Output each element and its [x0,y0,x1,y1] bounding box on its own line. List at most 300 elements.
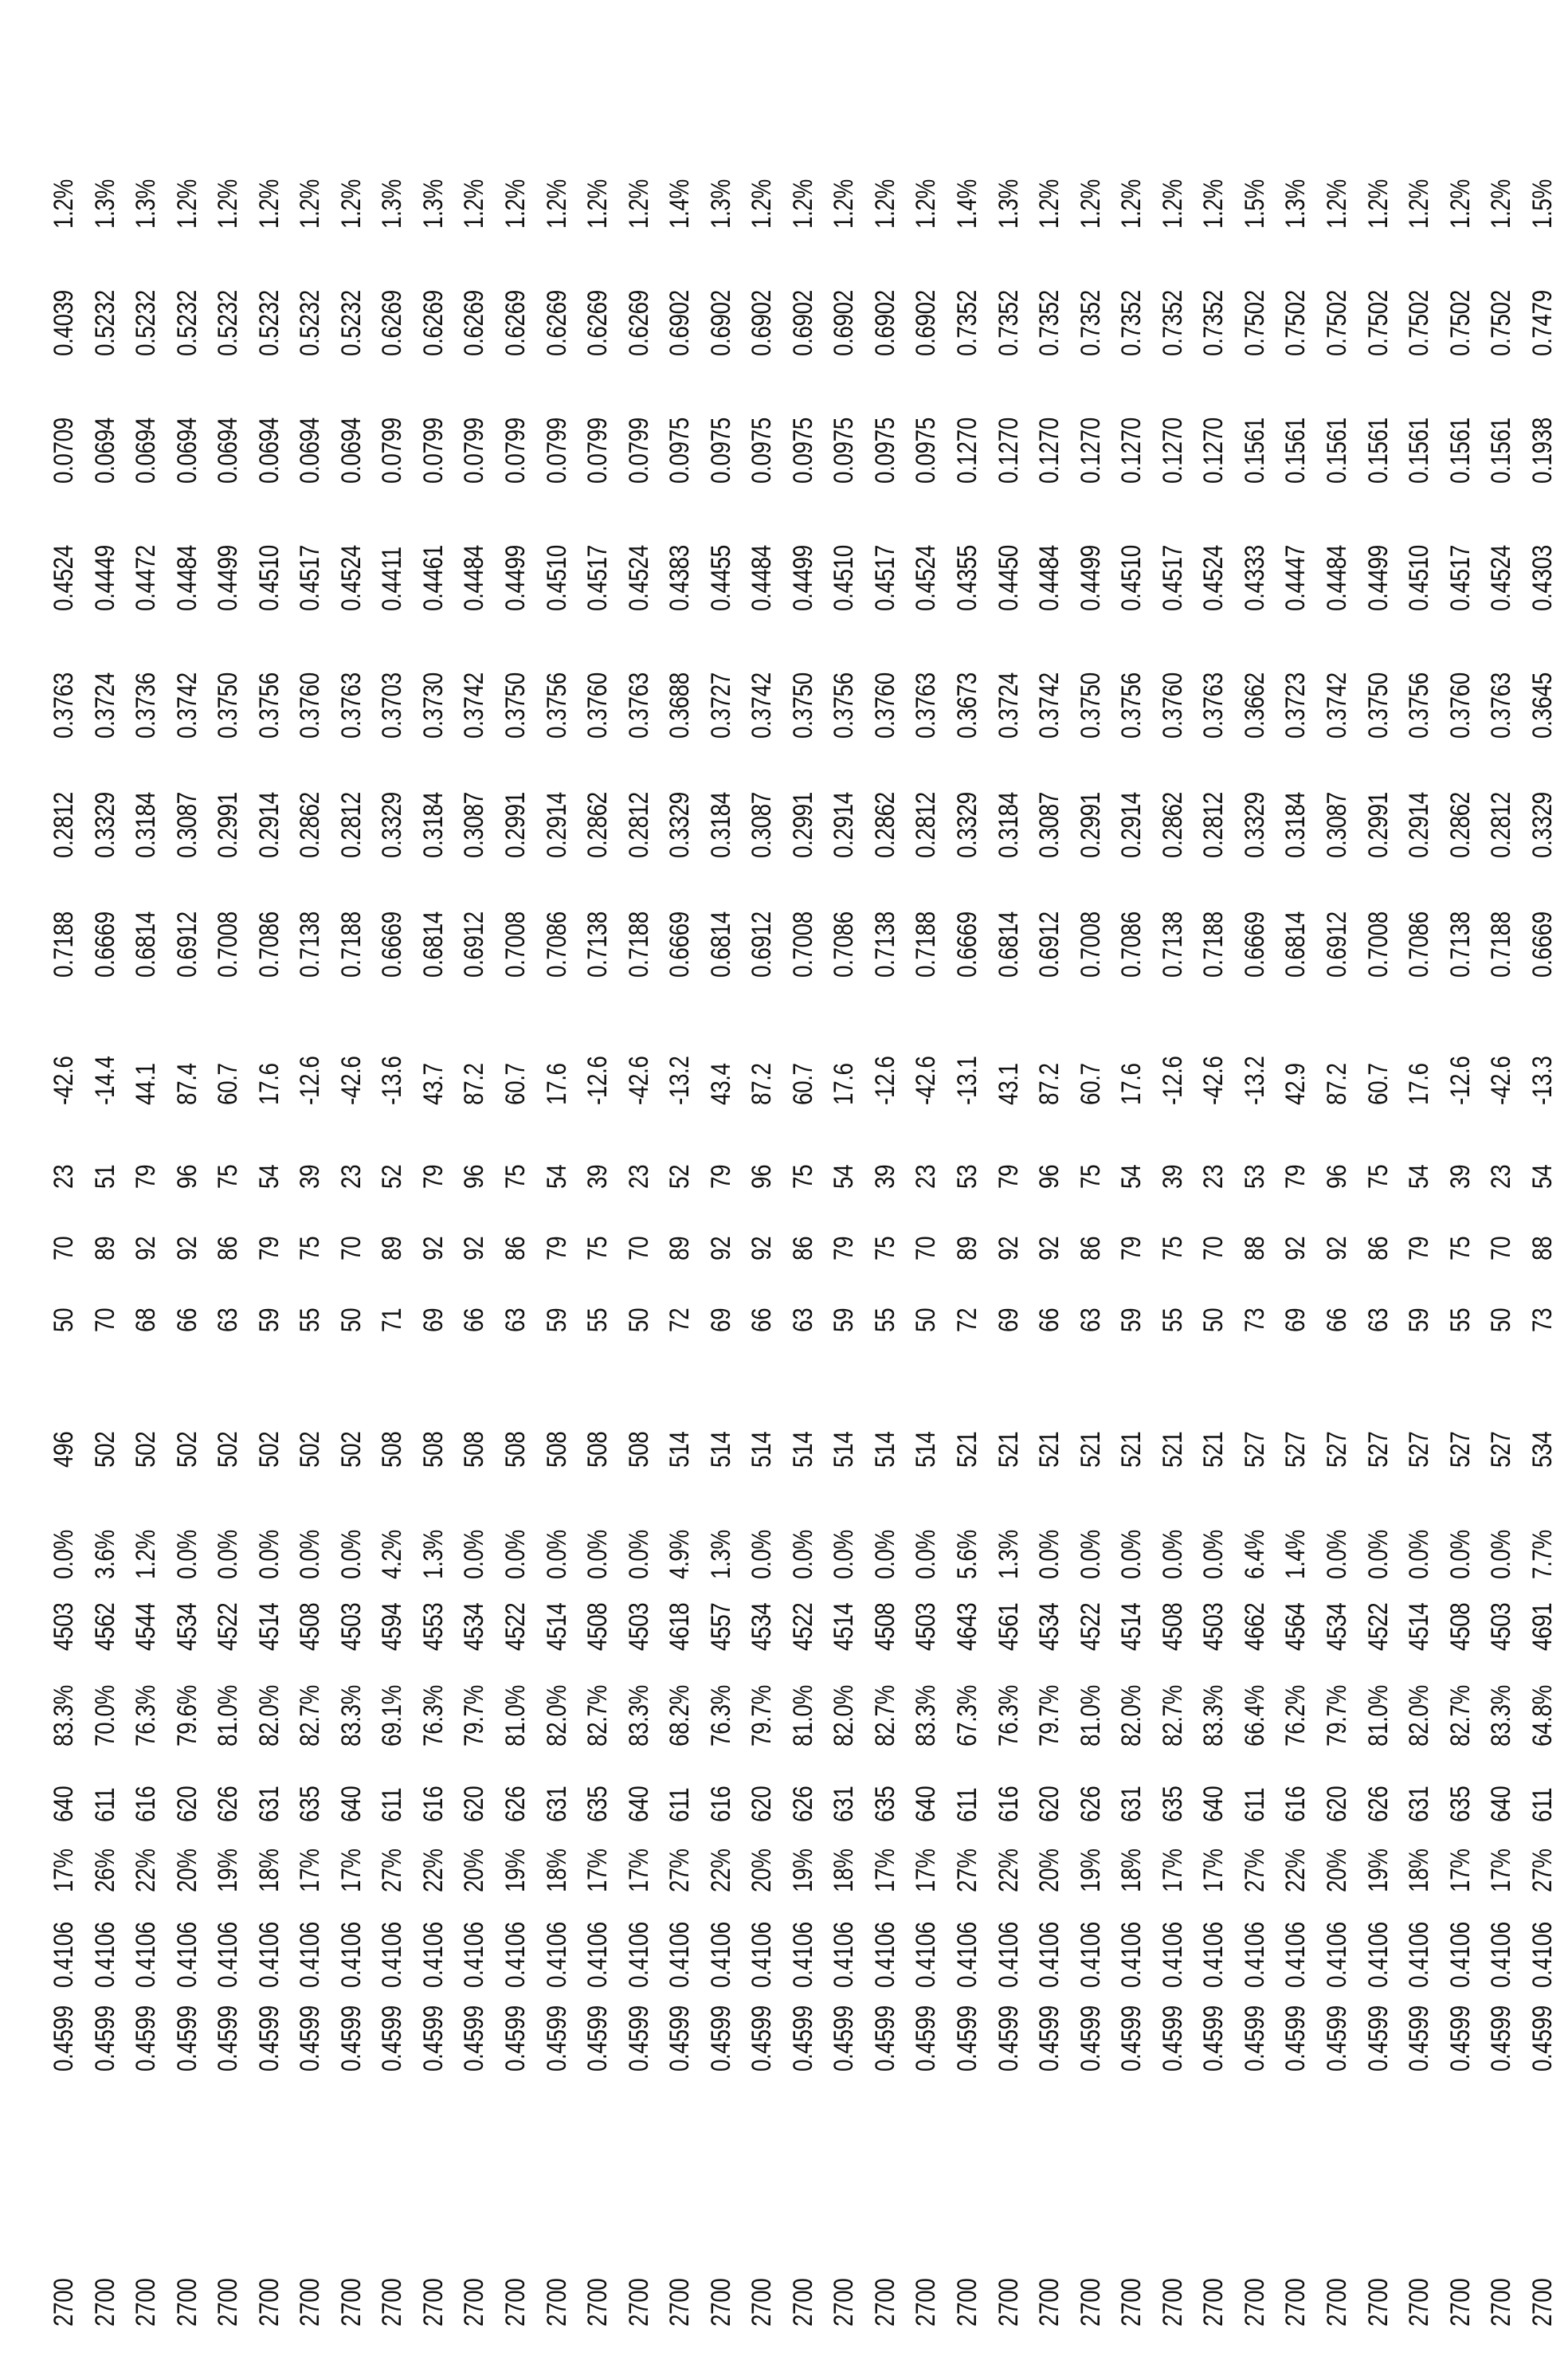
table-cell-c4: 20% [171,1848,202,1892]
table-row [1317,77,1358,2360]
table-cell-c13: 87.2 [459,1063,490,1105]
table-cell-c10: 71 [377,1307,408,1332]
table-cell-c4: 22% [993,1848,1024,1892]
table-row [1481,77,1523,2360]
table-cell-c1: 2700 [1198,2278,1229,2327]
table-cell-c17: 0.4450 [993,545,1024,611]
table-row [1276,77,1317,2360]
table-cell-c20: 1.2% [1321,179,1352,229]
table-cell-c10: 73 [1527,1307,1558,1332]
table-cell-c19: 0.5232 [253,290,284,356]
table-cell-c18: 0.0799 [541,418,572,484]
table-cell-c11: 79 [829,1236,860,1260]
table-cell-c2: 0.4599 [869,2005,900,2072]
table-cell-c20: 1.2% [582,179,613,229]
row-spacer [1441,2333,1482,2360]
table-cell-c18: 0.0694 [335,418,367,484]
table-cell-c1: 2700 [1527,2278,1558,2327]
table-cell-c9: 514 [787,1431,818,1468]
table-cell-c7: 4562 [89,1602,120,1651]
table-cell-c4: 17% [582,1848,613,1892]
table-cell-c6: 64.8% [1527,1684,1558,1746]
row-spacer [1235,2333,1276,2360]
table-cell-c15: 0.3329 [952,792,983,858]
table-cell-c15: 0.3184 [993,792,1024,858]
table-cell-c16: 0.3742 [747,672,778,739]
table-cell-c16: 0.3742 [459,672,490,739]
row-spacer [44,2333,85,2360]
table-cell-c3: 0.4106 [747,1922,778,1988]
table-cell-c2: 0.4599 [1198,2005,1229,2072]
table-cell-c10: 59 [1404,1307,1435,1332]
table-cell-c6: 79.6% [171,1684,202,1746]
table-cell-c19: 0.5232 [213,290,244,356]
table-cell-c9: 508 [623,1431,654,1468]
table-cell-c14: 0.6669 [664,911,696,978]
table-cell-c9: 502 [253,1431,284,1468]
table-row [824,77,865,2360]
table-cell-c17: 0.4524 [1486,545,1517,611]
table-cell-c16: 0.3750 [500,672,531,739]
table-cell-c5: 626 [1362,1786,1394,1822]
table-cell-c18: 0.1561 [1445,418,1476,484]
table-cell-c6: 81.0% [1075,1684,1106,1746]
table-cell-c9: 514 [911,1431,942,1468]
table-cell-c8: 7.7% [1527,1530,1558,1579]
table-cell-c16: 0.3750 [1075,672,1106,739]
table-cell-c4: 18% [1116,1848,1147,1892]
table-cell-c8: 0.0% [623,1530,654,1579]
table-cell-c1: 2700 [952,2278,983,2327]
table-cell-c18: 0.0975 [787,418,818,484]
table-cell-c6: 69.1% [377,1684,408,1746]
table-cell-c15: 0.3329 [89,792,120,858]
table-cell-c16: 0.3756 [829,672,860,739]
table-cell-c4: 27% [952,1848,983,1892]
table-cell-c3: 0.4106 [377,1922,408,1988]
table-cell-c12: 79 [705,1164,736,1189]
table-cell-c16: 0.3730 [417,672,449,739]
table-cell-c20: 1.2% [747,179,778,229]
table-cell-c15: 0.2991 [500,792,531,858]
table-cell-c6: 82.7% [582,1684,613,1746]
table-cell-c15: 0.3329 [377,792,408,858]
table-cell-c4: 19% [787,1848,818,1892]
table-cell-c16: 0.3662 [1239,672,1270,739]
table-cell-c16: 0.3645 [1527,672,1558,739]
table-cell-c12: 54 [1116,1164,1147,1189]
table-cell-c12: 96 [747,1164,778,1189]
table-cell-c4: 19% [1075,1848,1106,1892]
table-cell-c1: 2700 [377,2278,408,2327]
table-cell-c16: 0.3763 [623,672,654,739]
table-cell-c13: -42.6 [1198,1056,1229,1105]
table-cell-c15: 0.2862 [1157,792,1188,858]
table-cell-c13: 87.2 [1034,1063,1065,1105]
table-cell-c18: 0.0694 [171,418,202,484]
table-cell-c3: 0.4106 [1486,1922,1517,1988]
table-cell-c10: 69 [705,1307,736,1332]
table-cell-c2: 0.4599 [952,2005,983,2072]
table-cell-c10: 63 [500,1307,531,1332]
table-cell-c12: 96 [1321,1164,1352,1189]
table-cell-c14: 0.7086 [1404,911,1435,978]
table-cell-c6: 83.3% [335,1684,367,1746]
table-cell-c9: 514 [829,1431,860,1468]
table-cell-c11: 89 [664,1236,696,1260]
table-cell-c12: 39 [869,1164,900,1189]
table-cell-c5: 611 [89,1787,120,1822]
table-cell-c15: 0.2862 [869,792,900,858]
table-cell-c11: 79 [253,1236,284,1260]
table-cell-c9: 527 [1404,1431,1435,1468]
table-row [906,77,947,2360]
table-cell-c2: 0.4599 [1239,2005,1270,2072]
row-spacer [1399,2333,1441,2360]
table-cell-c15: 0.2914 [1116,792,1147,858]
table-row [742,77,783,2360]
table-cell-c17: 0.4510 [1404,545,1435,611]
table-cell-c17: 0.4517 [1157,545,1188,611]
table-cell-c13: -42.6 [1486,1056,1517,1105]
table-cell-c8: 0.0% [171,1530,202,1579]
table-cell-c2: 0.4599 [993,2005,1024,2072]
table-cell-c14: 0.6814 [1280,911,1311,978]
table-cell-c8: 0.0% [1157,1530,1188,1579]
table-cell-c4: 19% [213,1848,244,1892]
table-row [1441,77,1482,2360]
table-cell-c6: 66.4% [1239,1684,1270,1746]
table-cell-c18: 0.1561 [1239,418,1270,484]
table-cell-c13: -12.6 [582,1056,613,1105]
table-cell-c14: 0.6814 [705,911,736,978]
table-cell-c12: 75 [213,1164,244,1189]
table-cell-c2: 0.4599 [171,2005,202,2072]
table-cell-c16: 0.3723 [1280,672,1311,739]
table-cell-c19: 0.6269 [623,290,654,356]
table-cell-c11: 79 [1116,1236,1147,1260]
table-cell-c17: 0.4499 [500,545,531,611]
table-cell-c11: 92 [1034,1236,1065,1260]
table-cell-c8: 0.0% [541,1530,572,1579]
table-cell-c2: 0.4599 [1116,2005,1147,2072]
table-cell-c19: 0.6902 [869,290,900,356]
table-cell-c4: 27% [664,1848,696,1892]
table-cell-c16: 0.3727 [705,672,736,739]
table-cell-c15: 0.2812 [335,792,367,858]
table-cell-c12: 96 [1034,1164,1065,1189]
table-cell-c5: 626 [1075,1786,1106,1822]
table-cell-c12: 79 [417,1164,449,1189]
table-cell-c10: 63 [1075,1307,1106,1332]
table-cell-c9: 502 [295,1431,326,1468]
table-cell-c16: 0.3750 [1362,672,1394,739]
row-spacer [208,2333,249,2360]
table-cell-c10: 66 [171,1307,202,1332]
table-cell-c4: 22% [705,1848,736,1892]
table-cell-c19: 0.5232 [171,290,202,356]
table-cell-c9: 527 [1280,1431,1311,1468]
table-cell-c4: 17% [623,1848,654,1892]
table-cell-c19: 0.6269 [582,290,613,356]
table-cell-c2: 0.4599 [541,2005,572,2072]
table-cell-c1: 2700 [89,2278,120,2327]
table-cell-c8: 1.2% [131,1530,162,1579]
table-cell-c3: 0.4106 [500,1922,531,1988]
table-cell-c5: 611 [952,1787,983,1822]
table-cell-c18: 0.1938 [1527,418,1558,484]
table-cell-c13: 43.7 [417,1063,449,1105]
table-cell-c12: 53 [952,1164,983,1189]
table-body [44,77,1563,2360]
table-cell-c8: 0.0% [582,1530,613,1579]
table-row [372,77,414,2360]
table-cell-c16: 0.3760 [1445,672,1476,739]
table-cell-c8: 1.3% [993,1530,1024,1579]
table-cell-c5: 620 [1321,1786,1352,1822]
table-cell-c17: 0.4510 [1116,545,1147,611]
table-cell-c4: 18% [541,1848,572,1892]
table-cell-c20: 1.2% [1157,179,1188,229]
table-cell-c16: 0.3742 [171,672,202,739]
table-cell-c8: 1.3% [705,1530,736,1579]
table-cell-c6: 76.3% [993,1684,1024,1746]
table-cell-c13: -42.6 [623,1056,654,1105]
table-cell-c19: 0.6269 [417,290,449,356]
table-cell-c18: 0.0975 [829,418,860,484]
table-cell-c18: 0.0799 [500,418,531,484]
table-cell-c19: 0.7502 [1280,290,1311,356]
table-cell-c7: 4503 [1486,1602,1517,1651]
table-cell-c20: 1.2% [1034,179,1065,229]
table-cell-c17: 0.4524 [623,545,654,611]
table-cell-c8: 0.0% [335,1530,367,1579]
table-cell-c5: 611 [1239,1787,1270,1822]
row-spacer [1071,2333,1112,2360]
table-cell-c10: 72 [664,1307,696,1332]
table-cell-c10: 69 [1280,1307,1311,1332]
table-cell-c17: 0.4499 [1075,545,1106,611]
table-cell-c18: 0.1270 [1157,418,1188,484]
table-cell-c7: 4514 [1116,1602,1147,1651]
table-row [1523,77,1564,2360]
table-row [537,77,578,2360]
table-cell-c16: 0.3724 [89,672,120,739]
table-cell-c4: 17% [1157,1848,1188,1892]
table-cell-c10: 55 [295,1307,326,1332]
table-cell-c6: 81.0% [213,1684,244,1746]
table-cell-c19: 0.7502 [1321,290,1352,356]
table-cell-c2: 0.4599 [582,2005,613,2072]
table-cell-c2: 0.4599 [49,2005,79,2072]
table-cell-c6: 76.3% [705,1684,736,1746]
table-cell-c20: 1.5% [1239,179,1270,229]
table-cell-c12: 23 [1198,1164,1229,1189]
table-cell-c3: 0.4106 [1280,1922,1311,1988]
table-cell-c13: 17.6 [253,1063,284,1105]
table-cell-c11: 89 [952,1236,983,1260]
table-cell-c10: 50 [1198,1307,1229,1332]
row-spacer [249,2333,291,2360]
row-spacer [414,2333,455,2360]
table-cell-c20: 1.2% [1075,179,1106,229]
table-cell-c8: 0.0% [1362,1530,1394,1579]
table-cell-c8: 0.0% [911,1530,942,1579]
table-cell-c9: 502 [213,1431,244,1468]
table-cell-c16: 0.3756 [253,672,284,739]
table-cell-c4: 20% [1034,1848,1065,1892]
table-cell-c14: 0.7138 [582,911,613,978]
table-cell-c14: 0.7086 [253,911,284,978]
table-cell-c13: 60.7 [1362,1063,1394,1105]
table-cell-c5: 640 [1198,1786,1229,1822]
table-cell-c20: 1.2% [49,179,79,229]
table-cell-c15: 0.3329 [1239,792,1270,858]
table-cell-c4: 27% [1527,1848,1558,1892]
table-cell-c16: 0.3760 [1157,672,1188,739]
table-cell-c6: 79.7% [459,1684,490,1746]
table-cell-c15: 0.2812 [1486,792,1517,858]
table-cell-c17: 0.4333 [1239,545,1270,611]
table-cell-c7: 4618 [664,1602,696,1651]
table-cell-c10: 66 [459,1307,490,1332]
table-cell-c11: 75 [1157,1236,1188,1260]
table-cell-c3: 0.4106 [623,1922,654,1988]
table-cell-c2: 0.4599 [417,2005,449,2072]
table-cell-c1: 2700 [541,2278,572,2327]
table-row [947,77,989,2360]
table-cell-c14: 0.7086 [541,911,572,978]
table-cell-c14: 0.6912 [747,911,778,978]
table-cell-c3: 0.4106 [787,1922,818,1988]
table-cell-c2: 0.4599 [623,2005,654,2072]
table-cell-c1: 2700 [1321,2278,1352,2327]
table-cell-c16: 0.3724 [993,672,1024,739]
table-cell-c3: 0.4106 [213,1922,244,1988]
table-cell-c4: 27% [377,1848,408,1892]
table-cell-c6: 70.0% [89,1684,120,1746]
table-cell-c17: 0.4517 [869,545,900,611]
table-cell-c4: 17% [1445,1848,1476,1892]
table-cell-c13: -12.6 [1157,1056,1188,1105]
table-cell-c2: 0.4599 [295,2005,326,2072]
table-cell-c16: 0.3763 [1486,672,1517,739]
table-cell-c9: 521 [1034,1431,1065,1468]
table-row [290,77,331,2360]
table-cell-c8: 0.0% [1404,1530,1435,1579]
table-cell-c19: 0.5232 [295,290,326,356]
table-cell-c10: 59 [541,1307,572,1332]
table-row [249,77,291,2360]
table-cell-c10: 63 [1362,1307,1394,1332]
table-cell-c11: 88 [1239,1236,1270,1260]
table-cell-c19: 0.5232 [89,290,120,356]
table-cell-c9: 527 [1486,1431,1517,1468]
table-cell-c19: 0.6902 [787,290,818,356]
table-cell-c13: -12.6 [1445,1056,1476,1105]
table-cell-c14: 0.7138 [1445,911,1476,978]
table-cell-c11: 92 [1280,1236,1311,1260]
table-cell-c15: 0.2812 [1198,792,1229,858]
table-cell-c7: 4522 [1075,1602,1106,1651]
table-cell-c5: 631 [1116,1786,1147,1822]
table-cell-c5: 635 [295,1786,326,1822]
table-cell-c2: 0.4599 [1486,2005,1517,2072]
table-cell-c1: 2700 [1404,2278,1435,2327]
table-cell-c11: 70 [335,1236,367,1260]
table-cell-c12: 75 [1075,1164,1106,1189]
table-cell-c3: 0.4106 [1239,1922,1270,1988]
table-cell-c17: 0.4455 [705,545,736,611]
table-cell-c5: 620 [1034,1786,1065,1822]
table-cell-c3: 0.4106 [253,1922,284,1988]
table-row [167,77,209,2360]
table-cell-c7: 4643 [952,1602,983,1651]
row-spacer [865,2333,907,2360]
table-cell-c6: 82.0% [253,1684,284,1746]
table-cell-c6: 79.7% [1321,1684,1352,1746]
table-cell-c8: 0.0% [1116,1530,1147,1579]
table-cell-c2: 0.4599 [1075,2005,1106,2072]
table-cell-c5: 616 [993,1786,1024,1822]
table-cell-c13: -13.1 [952,1056,983,1105]
table-cell-c2: 0.4599 [89,2005,120,2072]
table-row [783,77,825,2360]
row-spacer [537,2333,578,2360]
table-cell-c20: 1.2% [829,179,860,229]
table-cell-c6: 76.3% [417,1684,449,1746]
table-cell-c3: 0.4106 [664,1922,696,1988]
table-cell-c14: 0.6814 [993,911,1024,978]
table-cell-c14: 0.6669 [89,911,120,978]
table-cell-c3: 0.4106 [171,1922,202,1988]
table-cell-c5: 626 [500,1786,531,1822]
table-cell-c14: 0.7008 [1362,911,1394,978]
table-cell-c18: 0.0799 [417,418,449,484]
table-cell-c20: 1.3% [705,179,736,229]
table-cell-c11: 79 [1404,1236,1435,1260]
table-cell-c15: 0.2991 [1362,792,1394,858]
table-cell-c14: 0.6912 [459,911,490,978]
table-cell-c16: 0.3760 [869,672,900,739]
table-cell-c14: 0.7188 [911,911,942,978]
table-cell-c8: 0.0% [1321,1530,1352,1579]
table-cell-c6: 76.2% [1280,1684,1311,1746]
table-cell-c15: 0.2812 [911,792,942,858]
table-cell-c18: 0.0799 [623,418,654,484]
table-cell-c10: 59 [253,1307,284,1332]
row-spacer [660,2333,701,2360]
table-cell-c4: 17% [869,1848,900,1892]
table-cell-c7: 4553 [417,1602,449,1651]
table-cell-c17: 0.4447 [1280,545,1311,611]
table-cell-c1: 2700 [1116,2278,1147,2327]
table-cell-c5: 626 [213,1786,244,1822]
table-cell-c1: 2700 [705,2278,736,2327]
table-cell-c3: 0.4106 [1362,1922,1394,1988]
table-cell-c9: 502 [171,1431,202,1468]
table-cell-c9: 521 [1157,1431,1188,1468]
table-cell-c16: 0.3750 [213,672,244,739]
table-cell-c7: 4534 [1034,1602,1065,1651]
table-cell-c1: 2700 [869,2278,900,2327]
table-cell-c19: 0.7502 [1239,290,1270,356]
table-cell-c14: 0.7138 [869,911,900,978]
table-cell-c13: 17.6 [1116,1063,1147,1105]
table-cell-c1: 2700 [1445,2278,1476,2327]
table-cell-c10: 50 [911,1307,942,1332]
table-cell-c2: 0.4599 [1280,2005,1311,2072]
